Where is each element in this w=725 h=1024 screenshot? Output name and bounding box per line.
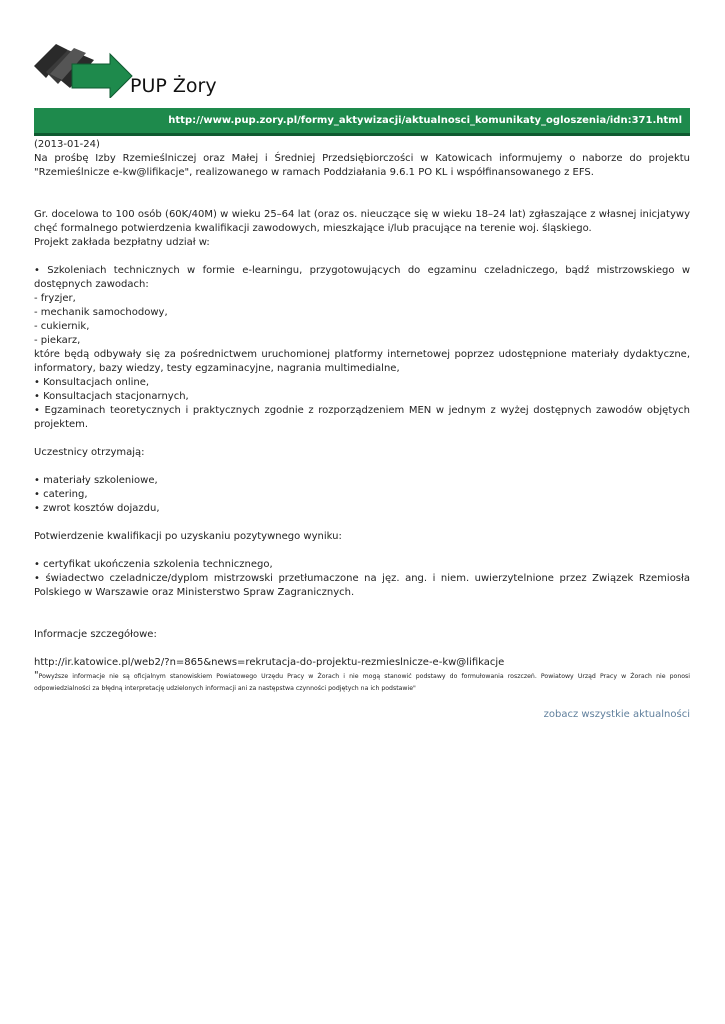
disclaimer-quote: " [34, 670, 39, 681]
url-bar [34, 108, 690, 136]
details-heading: Informacje szczegółowe: [34, 629, 157, 640]
participation-heading: Projekt zakłada bezpłatny udział w: [34, 237, 210, 248]
profession-item: - mechanik samochodowy, [34, 307, 168, 318]
receive-item: • zwrot kosztów dojazdu, [34, 503, 160, 514]
all-news-link[interactable]: zobacz wszystkie aktualności [543, 709, 690, 720]
consult-stationary-item: • Konsultacjach stacjonarnych, [34, 391, 189, 402]
disclaimer [34, 670, 690, 695]
training-description: które będą odbywały się za pośrednictwem uruchomionej platformy internetowej poprzez udostępnione materiały dydaktyczne, informatory, bazy wiedzy, testy egzaminacyjne, nagrania multimedialne, [34, 349, 690, 374]
site-brand: PUP Żory [130, 75, 217, 97]
profession-item: - cukiernik, [34, 321, 90, 332]
consult-online-item: • Konsultacjach online, [34, 377, 150, 388]
details-link[interactable]: http://ir.katowice.pl/web2/?n=865&news=rekrutacja-do-projektu-rezmieslnicze-e-kw@lifikacje [34, 657, 505, 668]
article-date: (2013-01-24) [34, 139, 100, 150]
disclaimer-text: Powyższe informacje nie są oficjalnym stanowiskiem Powiatowego Urzędu Pracy w Żorach i nie mogą stanowić podstawy do formułowania roszczeń. Powiatowy Urząd Pracy w Żorach nie ponosi odpowiedzialności za błędną interpretację udzielonych informacji ani za następstwa czynności podjętych na ich podstawie" [34, 673, 690, 692]
profession-item: - piekarz, [34, 335, 81, 346]
confirm-item: • świadectwo czeladnicze/dyplom mistrzowski przetłumaczone na jęz. ang. i niem. uwierzytelnione przez Związek Rzemiosła Polskiego w Warszawie oraz Ministerstwo Spraw Zagranicznych. [34, 573, 690, 598]
exams-item: • Egzaminach teoretycznych i praktycznych zgodnie z rozporządzeniem MEN w jednym z wyżej dostępnych zawodów objętych projektem. [34, 405, 690, 430]
page-url: http://www.pup.zory.pl/formy_aktywizacji/aktualnosci_komunikaty_ogloszenia/idn:371.html [168, 115, 682, 126]
article-content [34, 138, 690, 695]
target-group: Gr. docelowa to 100 osób (60K/40M) w wieku 25–64 lat (oraz os. nieuczące się w wieku 18–24 lat) zgłaszające z własnej inicjatywy chęć formalnego potwierdzenia kwalifikacji zawodowych, mieszkające i/lub pracujące na terenie woj. śląskiego. [34, 209, 690, 234]
pup-logo-icon [34, 40, 134, 98]
training-item: • Szkoleniach technicznych w formie e-learningu, przygotowujących do egzaminu czeladniczego, bądź mistrzowskiego w dostępnych zawodach: [34, 265, 690, 290]
receive-item: • materiały szkoleniowe, [34, 475, 158, 486]
confirm-heading: Potwierdzenie kwalifikacji po uzyskaniu pozytywnego wyniku: [34, 531, 342, 542]
confirm-item: • certyfikat ukończenia szkolenia technicznego, [34, 559, 273, 570]
article-intro: Na prośbę Izby Rzemieślniczej oraz Małej i Średniej Przedsiębiorczości w Katowicach informujemy o naborze do projektu "Rzemieślnicze e-kw@lifikacje", realizowanego w ramach Poddziałania 9.6.1 PO KL i współfinansowanego z EFS. [34, 153, 690, 178]
receive-heading: Uczestnicy otrzymają: [34, 447, 145, 458]
receive-item: • catering, [34, 489, 88, 500]
site-header [34, 40, 690, 100]
profession-item: - fryzjer, [34, 293, 76, 304]
